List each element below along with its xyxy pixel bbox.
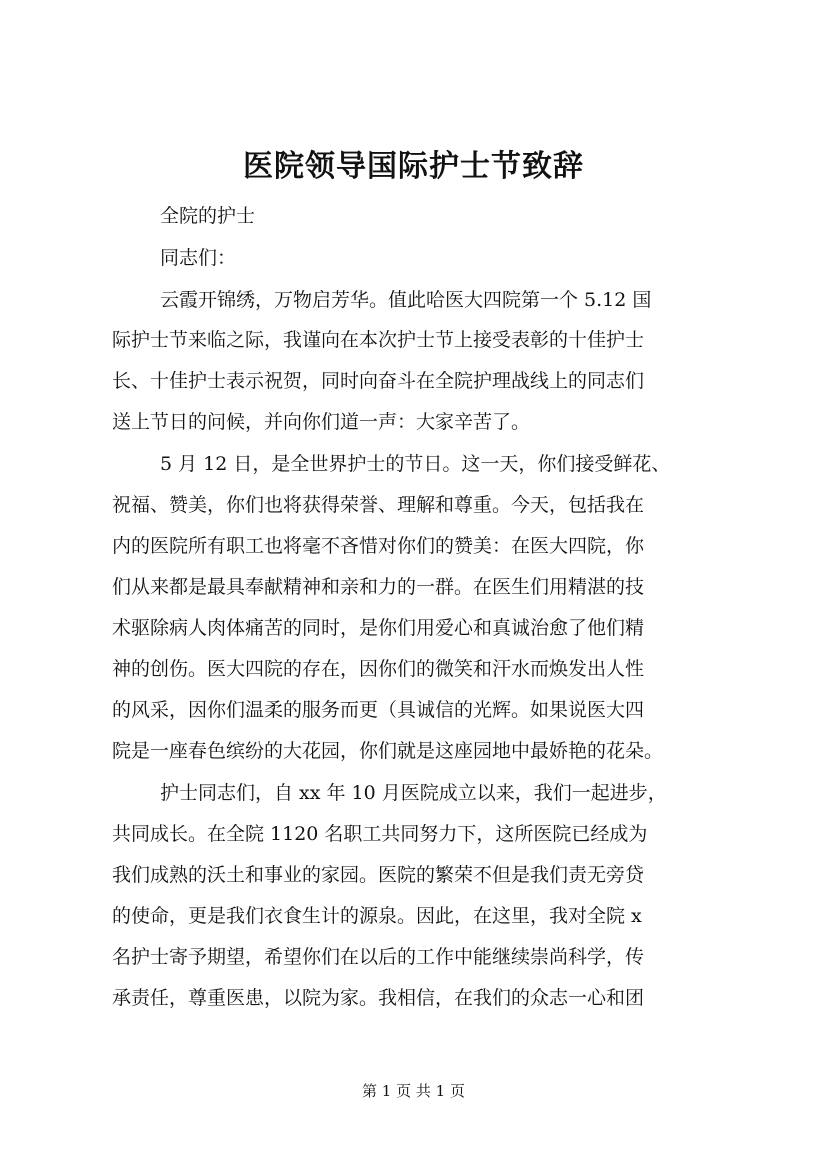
paragraph-line: 术驱除病人肉体痛苦的同时，是你们用爱心和真诚治愈了他们精 [112,617,645,639]
paragraph-line: 院是一座春色缤纷的大花园，你们就是这座园地中最娇艳的花朵。 [112,740,664,762]
paragraph-line: 们从来都是最具奉献精神和亲和力的一群。在医生们用精湛的技 [112,576,645,598]
paragraph-line: 送上节日的问候，并向你们道一声：大家辛苦了。 [112,411,531,433]
salutation-line: 全院的护士 [160,205,256,227]
paragraph-line: 护士同志们，自 xx 年 10 月医院成立以来，我们一起进步， [160,782,667,804]
paragraph-line: 云霞开锦绣，万物启芳华。值此哈医大四院第一个 5.12 国 [160,289,652,311]
paragraph-line: 际护士节来临之际，我谨向在本次护士节上接受表彰的十佳护士 [112,329,645,351]
paragraph-line: 的使命，更是我们衣食生计的源泉。因此，在这里，我对全院 x [112,905,642,927]
page-title: 医院领导国际护士节致辞 [243,149,584,184]
paragraph-line: 神的创伤。医大四院的存在，因你们的微笑和汗水而焕发出人性 [112,658,645,680]
page-footer: 第 1 页 共 1 页 [362,1082,465,1100]
paragraph-line: 的风采，因你们温柔的服务而更（具诚信的光辉。如果说医大四 [112,699,645,721]
paragraph-line: 我们成熟的沃土和事业的家园。医院的繁荣不但是我们责无旁贷 [112,864,645,886]
paragraph-line: 长、十佳护士表示祝贺，同时向奋斗在全院护理战线上的同志们 [112,370,645,392]
salutation-line: 同志们： [160,247,237,269]
paragraph-line: 内的医院所有职工也将毫不吝惜对你们的赞美：在医大四院，你 [112,535,645,557]
paragraph-line: 承责任，尊重医患，以院为家。我相信，在我们的众志一心和团 [112,987,645,1009]
paragraph-line: 祝福、赞美，你们也将获得荣誉、理解和尊重。今天，包括我在 [112,494,645,516]
paragraph-line: 5 月 12 日，是全世界护士的节日。这一天，你们接受鲜花、 [160,453,671,475]
paragraph-line: 名护士寄予期望，希望你们在以后的工作中能继续崇尚科学，传 [112,946,645,968]
paragraph-line: 共同成长。在全院 1120 名职工共同努力下，这所医院已经成为 [112,823,648,845]
